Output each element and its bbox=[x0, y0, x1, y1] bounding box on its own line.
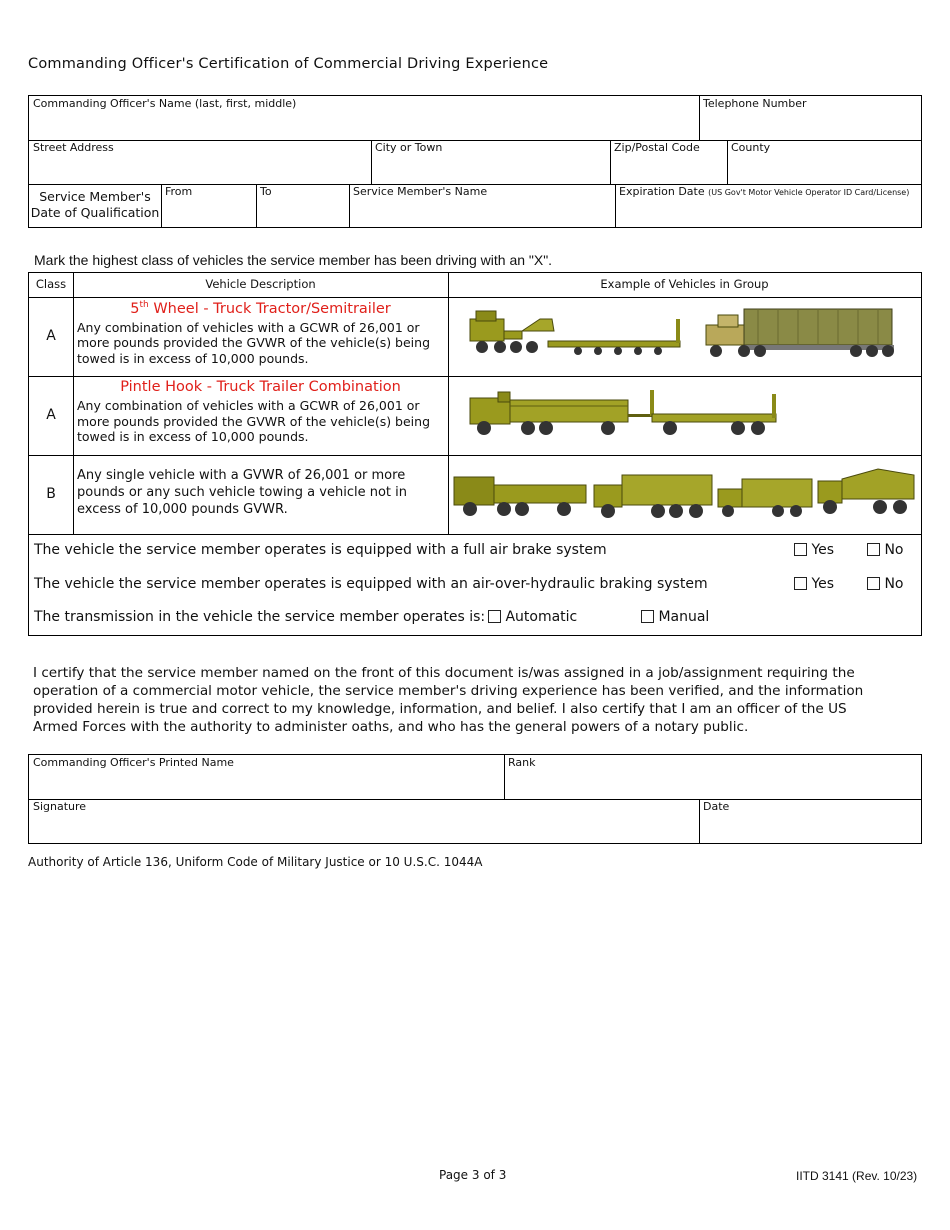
city-label: City or Town bbox=[375, 141, 443, 154]
street-field[interactable] bbox=[29, 140, 372, 185]
air-brake-yes-option[interactable] bbox=[794, 542, 834, 558]
air-hydraulic-yes-label: Yes bbox=[811, 576, 835, 592]
transmission-question: The transmission in the vehicle the service member operates is: bbox=[34, 609, 486, 625]
air-brake-question: The vehicle the service member operates is equipped with a full air brake system bbox=[34, 542, 607, 558]
row2-vehicle-illustrations bbox=[448, 376, 920, 454]
air-brake-yes-checkbox[interactable] bbox=[794, 543, 807, 556]
row1-heading bbox=[73, 300, 448, 317]
row3-description: Any single vehicle with a GVWR of 26,001 or more pounds or any such vehicle towing a vehicle not in excess of 10,000 pounds GVWR. bbox=[77, 468, 407, 517]
row3-examples bbox=[448, 455, 921, 535]
page-title: Commanding Officer's Certification of Commercial Driving Experience bbox=[28, 56, 549, 72]
row1-heading-sup: th bbox=[139, 300, 149, 310]
air-brake-no-option[interactable] bbox=[867, 542, 904, 558]
street-label: Street Address bbox=[33, 141, 114, 154]
row3-vehicle-illustrations bbox=[448, 455, 920, 533]
telephone-label: Telephone Number bbox=[703, 97, 807, 110]
row1-description-cell bbox=[73, 297, 449, 377]
officer-info-form bbox=[28, 95, 922, 228]
transmission-manual-option[interactable] bbox=[641, 609, 709, 625]
header-description: Vehicle Description bbox=[73, 273, 449, 298]
zip-field[interactable] bbox=[610, 140, 728, 185]
co-name-label: Commanding Officer's Name (last, first, middle) bbox=[33, 97, 297, 110]
air-hydraulic-question: The vehicle the service member operates is equipped with an air-over-hydraulic braking system bbox=[34, 576, 708, 592]
class-instruction: Mark the highest class of vehicles the service member has been driving with an "X". bbox=[34, 252, 553, 268]
qualification-label-line2: Date of Qualification bbox=[30, 205, 160, 220]
air-brake-yes-label: Yes bbox=[811, 542, 835, 558]
row2-description: Any combination of vehicles with a GCWR of 26,001 or more pounds provided the GVWR of the vehicle(s) being towed is in excess of 10,000 pounds. bbox=[77, 398, 431, 444]
expiration-note: (US Gov't Motor Vehicle Operator ID Card/License) bbox=[708, 188, 910, 197]
co-name-field[interactable] bbox=[29, 96, 700, 141]
rank-field[interactable] bbox=[504, 755, 921, 800]
covered-cargo-truck-icon bbox=[594, 475, 712, 518]
printed-name-label: Commanding Officer's Printed Name bbox=[33, 756, 234, 769]
container-semitrailer-icon bbox=[706, 309, 894, 357]
telephone-field[interactable] bbox=[699, 96, 921, 141]
dump-truck-icon bbox=[818, 469, 914, 514]
row1-heading-rest: Wheel - Truck Tractor/Semitrailer bbox=[148, 300, 391, 317]
transmission-automatic-checkbox[interactable] bbox=[488, 610, 501, 623]
pintle-hook-truck-trailer-icon bbox=[470, 390, 776, 435]
air-hydraulic-no-label: No bbox=[884, 576, 904, 592]
transmission-manual-checkbox[interactable] bbox=[641, 610, 654, 623]
date-field[interactable] bbox=[699, 799, 921, 843]
air-hydraulic-no-option[interactable] bbox=[867, 576, 904, 592]
signature-label: Signature bbox=[33, 800, 87, 813]
box-body-truck-icon bbox=[718, 479, 812, 517]
rank-label: Rank bbox=[508, 756, 536, 769]
row1-heading-base: 5 bbox=[130, 300, 140, 317]
transmission-manual-label: Manual bbox=[658, 609, 710, 625]
expiration-label: Expiration Date bbox=[619, 185, 705, 198]
row2-class-cell[interactable] bbox=[29, 376, 74, 456]
row1-description: Any combination of vehicles with a GCWR of 26,001 or more pounds provided the GVWR of the vehicle(s) being towed is in excess of 10,000 pounds. bbox=[77, 319, 431, 366]
qualification-label-line1: Service Member's bbox=[39, 189, 151, 204]
to-date-field[interactable] bbox=[256, 184, 350, 227]
expiration-date-field[interactable] bbox=[615, 184, 921, 227]
row3-class: B bbox=[46, 486, 56, 502]
from-label: From bbox=[165, 185, 193, 198]
member-name-label: Service Member's Name bbox=[353, 185, 488, 198]
row2-class: A bbox=[46, 407, 56, 423]
form-id: IITD 3141 (Rev. 10/23) bbox=[796, 1169, 918, 1183]
air-hydraulic-yes-checkbox[interactable] bbox=[794, 577, 807, 590]
signature-field[interactable] bbox=[29, 799, 700, 843]
row3-description-cell bbox=[73, 455, 449, 535]
row3-class-cell[interactable] bbox=[29, 455, 74, 535]
row1-class-cell[interactable] bbox=[29, 297, 74, 377]
county-label: County bbox=[731, 141, 771, 154]
row2-heading: Pintle Hook - Truck Trailer Combination bbox=[120, 379, 401, 395]
transmission-automatic-option[interactable] bbox=[488, 609, 577, 625]
transmission-automatic-label: Automatic bbox=[505, 609, 578, 625]
member-name-field[interactable] bbox=[349, 184, 616, 227]
header-examples: Example of Vehicles in Group bbox=[448, 273, 921, 298]
city-field[interactable] bbox=[371, 140, 611, 185]
signature-form bbox=[28, 754, 922, 844]
header-class: Class bbox=[29, 273, 74, 298]
air-hydraulic-no-checkbox[interactable] bbox=[867, 577, 880, 590]
air-brake-no-label: No bbox=[884, 542, 904, 558]
certification-statement: I certify that the service member named on the front of this document is/was assigned in a job/assignment requiring the operation of a commercial motor vehicle, the service member's driving experience has been verified, and the information provided herein is true and correct to my knowledge, information, and belief. I also certify that I am an officer of the US Armed Forces with the authority to administer oaths, and who has the general powers of a notary public. bbox=[33, 665, 864, 735]
page-number: Page 3 of 3 bbox=[439, 1168, 507, 1182]
qualification-date-label-cell bbox=[29, 184, 162, 227]
air-hydraulic-yes-option[interactable] bbox=[794, 576, 834, 592]
authority-note: Authority of Article 136, Uniform Code of Military Justice or 10 U.S.C. 1044A bbox=[28, 855, 483, 869]
to-label: To bbox=[260, 185, 272, 198]
heavy-cargo-truck-icon bbox=[454, 477, 586, 516]
expiration-label-wrap bbox=[615, 184, 921, 199]
row1-class: A bbox=[46, 328, 56, 344]
air-brake-no-checkbox[interactable] bbox=[867, 543, 880, 556]
county-field[interactable] bbox=[727, 140, 921, 185]
lowboy-tractor-trailer-icon bbox=[470, 311, 680, 355]
row2-examples bbox=[448, 376, 921, 456]
vehicle-class-table bbox=[28, 272, 922, 636]
row1-examples bbox=[448, 297, 921, 377]
zip-label: Zip/Postal Code bbox=[614, 141, 700, 154]
from-date-field[interactable] bbox=[161, 184, 257, 227]
row2-description-cell bbox=[73, 376, 449, 456]
printed-name-field[interactable] bbox=[29, 755, 505, 800]
date-label: Date bbox=[703, 800, 730, 813]
row1-vehicle-illustrations bbox=[448, 297, 920, 375]
